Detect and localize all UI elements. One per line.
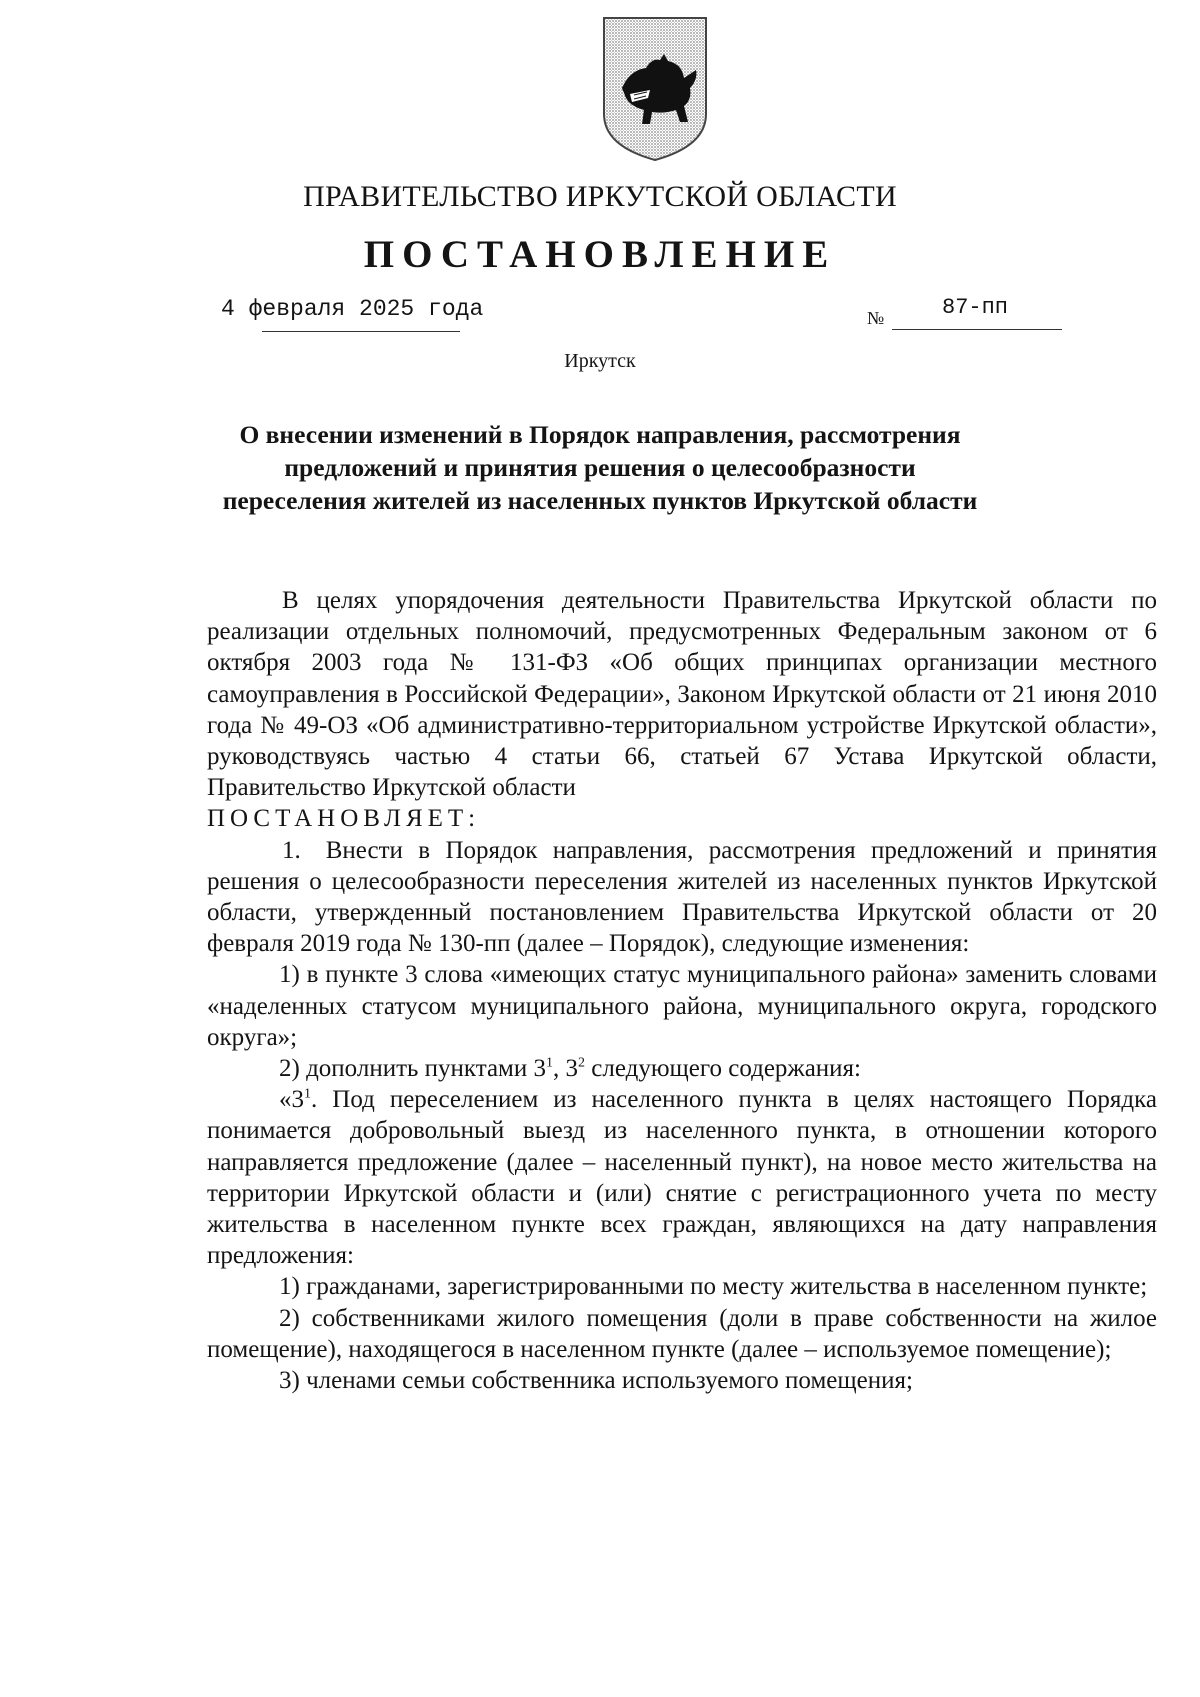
document-date: 4 февраля 2025 года	[221, 296, 484, 322]
document-number: 87-пп	[942, 295, 1009, 320]
document-type: ПОСТАНОВЛЕНИЕ	[363, 233, 837, 276]
list-item-2: 2) собственниками жилого помещения (доли в праве собственности на жилое помещение), находящегося в населенном пункте (далее – используемое помещение);	[207, 1304, 1157, 1363]
resolves-word: ПОСТАНОВЛЯЕТ:	[207, 805, 481, 833]
document-title: О внесении изменений в Порядок направления, рассмотрения предложений и принятия решения о целесообразности переселения жителей из населенных пунктов Иркутской области	[222, 420, 978, 515]
subitem-2-sup-2: 2	[578, 1055, 586, 1071]
subitem-2-text-a: 2) дополнить пунктами 3	[279, 1055, 547, 1083]
point-3-1-text-a: «3	[279, 1086, 304, 1114]
list-item-1: 1) гражданами, зарегистрированными по месту жительства в населенном пункте;	[279, 1273, 1148, 1301]
number-sign: №	[867, 308, 885, 328]
point-3-1-sup: 1	[304, 1086, 311, 1102]
point-3-1-text-b: . Под переселением из населенного пункта в целях настоящего Порядка понимается добровольный выезд из населенного пункта, в отношении которого направляется предложение (далее – населенный пункт), на новое место жительства на территории Иркутской области и (или) снятие с регистрационного учета по месту жительства в населенном пункте всех граждан, являющихся на дату направления предложения:	[207, 1086, 1157, 1270]
subitem-2-text-c: следующего содержания:	[585, 1055, 861, 1083]
date-underline	[262, 331, 460, 332]
city-name: Иркутск	[564, 350, 636, 372]
list-item-3: 3) членами семьи собственника используемого помещения;	[279, 1367, 913, 1395]
organization-name: ПРАВИТЕЛЬСТВО ИРКУТСКОЙ ОБЛАСТИ	[303, 180, 897, 213]
preamble-paragraph: В целях упорядочения деятельности Правительства Иркутской области по реализации отдельных полномочий, предусмотренных Федеральным законом от 6 октября 2003 года № 131-ФЗ «Об общих принципах организации местного самоуправления в Российской Федерации», Законом Иркутской области от 21 июня 2010 года № 49-ОЗ «Об административно-территориальном устройстве Иркутской области», руководствуясь частью 4 статьи 66, статьей 67 Устава Иркутской области, Правительство Иркутской области	[207, 587, 1157, 802]
point-3-1-paragraph	[207, 1084, 1157, 1271]
item-1-paragraph: 1. Внести в Порядок направления, рассмотрения предложений и принятия решения о целесообразности переселения жителей из населенных пунктов Иркутской области, утвержденный постановлением Правительства Иркутской области от 20 февраля 2019 года № 130-пп (далее – Порядок), следующие изменения:	[207, 836, 1157, 958]
subitem-2-paragraph	[207, 1053, 1157, 1084]
subitem-2-sup-1: 1	[546, 1055, 554, 1071]
coat-of-arms-emblem	[600, 14, 710, 164]
number-underline	[892, 329, 1062, 330]
subitem-2-text-b: , 3	[553, 1055, 579, 1083]
document-body	[207, 585, 1157, 1396]
subitem-1-paragraph: 1) в пункте 3 слова «имеющих статус муниципального района» заменить словами «наделенных статусом муниципального района, муниципального округа, городского округа»;	[207, 961, 1157, 1051]
